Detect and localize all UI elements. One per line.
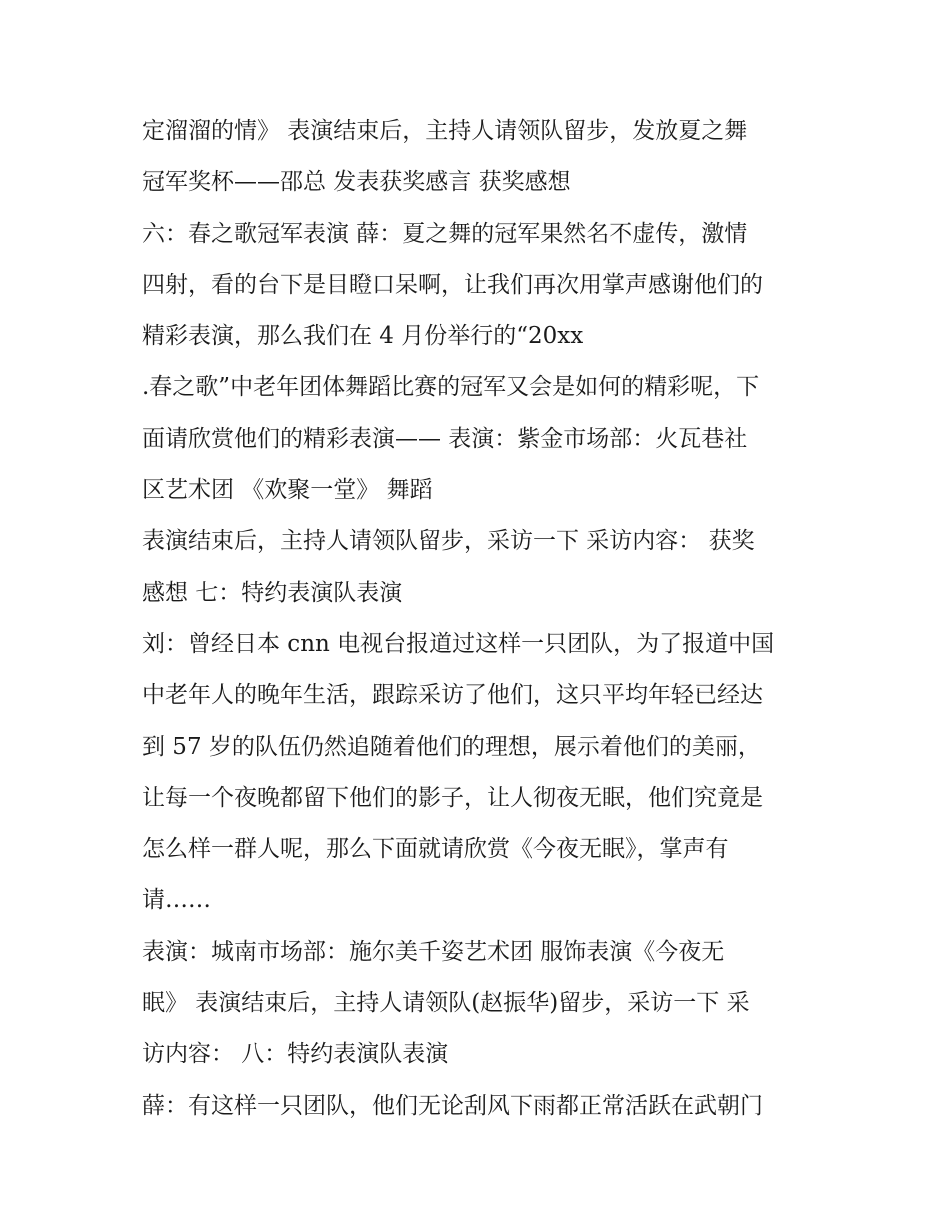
text-line: 怎么样一群人呢，那么下面就请欣赏《今夜无眠》，掌声有 (142, 836, 729, 863)
text-line: 表演：城南市场部：施尔美千姿艺术团 服饰表演《今夜无 (142, 938, 725, 965)
text-line: 定溜溜的情》 表演结束后，主持人请领队留步，发放夏之舞 (142, 118, 748, 144)
text-line: 薛：有这样一只团队，他们无论刮风下雨都正常活跃在武朝门 (142, 1092, 763, 1119)
text-line: .春之歌”中老年团体舞蹈比赛的冠军又会是如何的精彩呢，下 (142, 374, 760, 401)
text-line: 区艺术团 《欢聚一堂》 舞蹈 (142, 477, 433, 504)
text-line: 感想 七：特约表演队表演 (142, 579, 403, 606)
text-line: 冠军奖杯——邵总 发表获奖感言 获奖感想 (142, 169, 571, 196)
text-line: 精彩表演，那么我们在 4 月份举行的“20xx (142, 323, 584, 350)
text-line: 刘：曾经日本 cnn 电视台报道过这样一只团队，为了报道中国 (142, 630, 775, 657)
text-line: 六：春之歌冠军表演 薛：夏之舞的冠军果然名不虚传，激情 (142, 220, 748, 247)
text-line: 面请欣赏他们的精彩表演—— 表演：紫金市场部：火瓦巷社 (142, 425, 748, 452)
text-line: 到 57 岁的队伍仍然追随着他们的理想，展示着他们的美丽， (142, 733, 761, 760)
text-line: 请…… (142, 887, 211, 914)
text-line: 眠》 表演结束后，主持人请领队(赵振华)留步，采访一下 采 (142, 990, 750, 1017)
text-line: 让每一个夜晚都留下他们的影子，让人彻夜无眠，他们究竟是 (142, 784, 763, 811)
text-line: 表演结束后，主持人请领队留步，采访一下 采访内容： 获奖 (142, 528, 755, 555)
text-line: 四射，看的台下是目瞪口呆啊，让我们再次用掌声感谢他们的 (142, 271, 763, 298)
text-line: 访内容： 八：特约表演队表演 (142, 1041, 449, 1068)
text-line: 中老年人的晚年生活，跟踪采访了他们，这只平均年轻已经达 (142, 682, 763, 709)
body-text (142, 106, 832, 1132)
